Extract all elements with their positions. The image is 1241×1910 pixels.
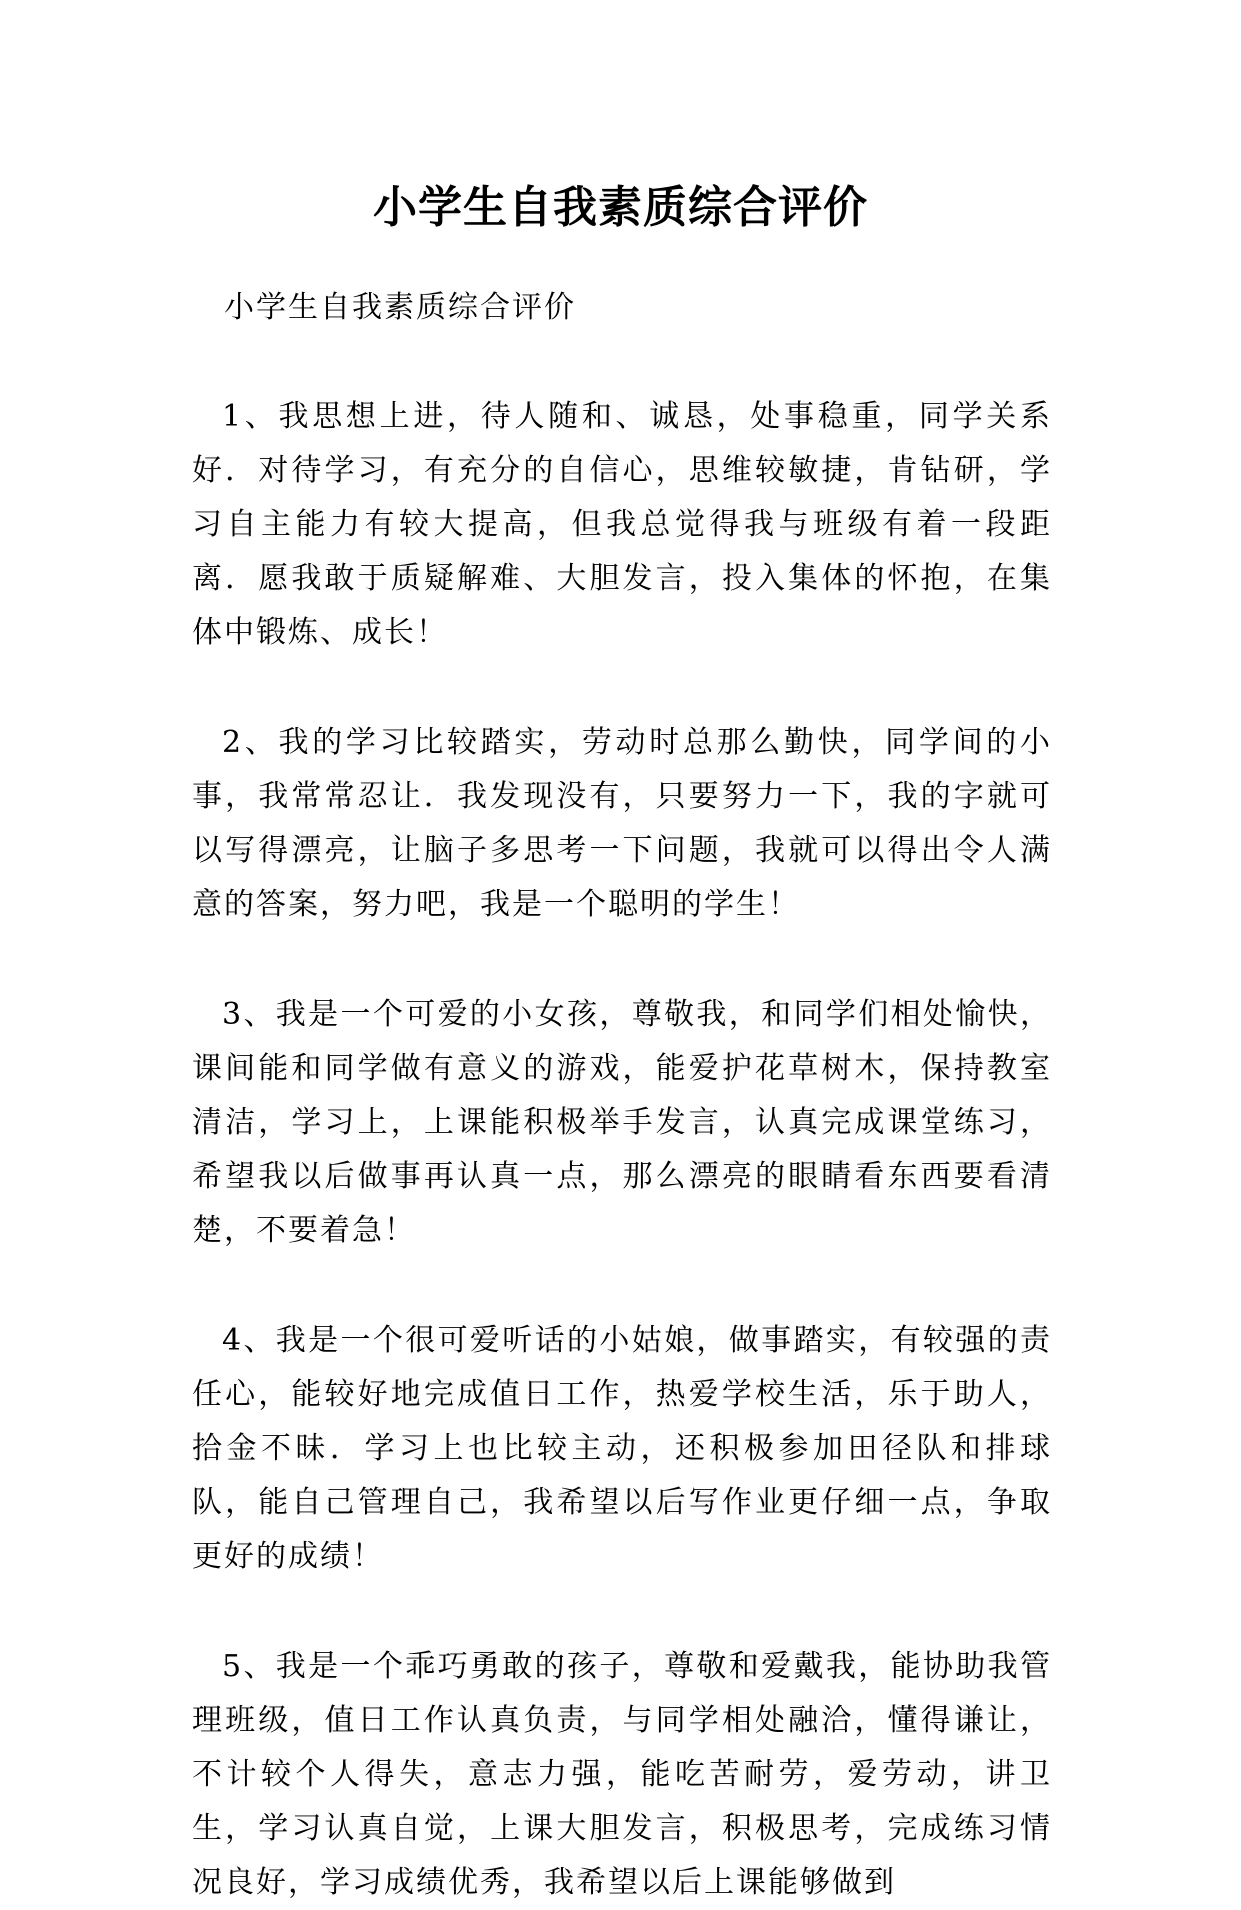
paragraph-1: 1、我思想上进，待人随和、诚恳，处事稳重，同学关系好．对待学习，有充分的自信心，思维较敏捷，肯钻研，学习自主能力有较大提高，但我总觉得我与班级有着一段距离．愿我敢于质疑解难、大胆发言，投入集体的怀抱，在集体中锻炼、成长！ [192, 399, 1052, 650]
paragraph-5: 5、我是一个乖巧勇敢的孩子，尊敬和爱戴我，能协助我管理班级，值日工作认真负责，与同学相处融洽，懂得谦让，不计较个人得失，意志力强，能吃苦耐劳，爱劳动，讲卫生，学习认真自觉，上课大胆发言，积极思考，完成练习情况良好，学习成绩优秀，我希望以后上课能够做到 [192, 1649, 1052, 1900]
paragraph-4: 4、我是一个很可爱听话的小姑娘，做事踏实，有较强的责任心，能较好地完成值日工作，热爱学校生活，乐于助人，拾金不昧．学习上也比较主动，还积极参加田径队和排球队，能自己管理自己，我希望以后写作业更仔细一点，争取更好的成绩！ [192, 1323, 1052, 1574]
paragraph-2: 2、我的学习比较踏实，劳动时总那么勤快，同学间的小事，我常常忍让．我发现没有，只要努力一下，我的字就可以写得漂亮，让脑子多思考一下问题，我就可以得出令人满意的答案，努力吧，我是一个聪明的学生！ [192, 725, 1052, 922]
paragraph-3: 3、我是一个可爱的小女孩，尊敬我，和同学们相处愉快，课间能和同学做有意义的游戏，能爱护花草树木，保持教室清洁，学习上，上课能积极举手发言，认真完成课堂练习，希望我以后做事再认真一点，那么漂亮的眼睛看东西要看清楚，不要着急！ [192, 997, 1052, 1248]
document-title: 小学生自我素质综合评价 [373, 182, 868, 233]
document-subtitle: 小学生自我素质综合评价 [224, 290, 576, 325]
document-body [192, 282, 1052, 1910]
